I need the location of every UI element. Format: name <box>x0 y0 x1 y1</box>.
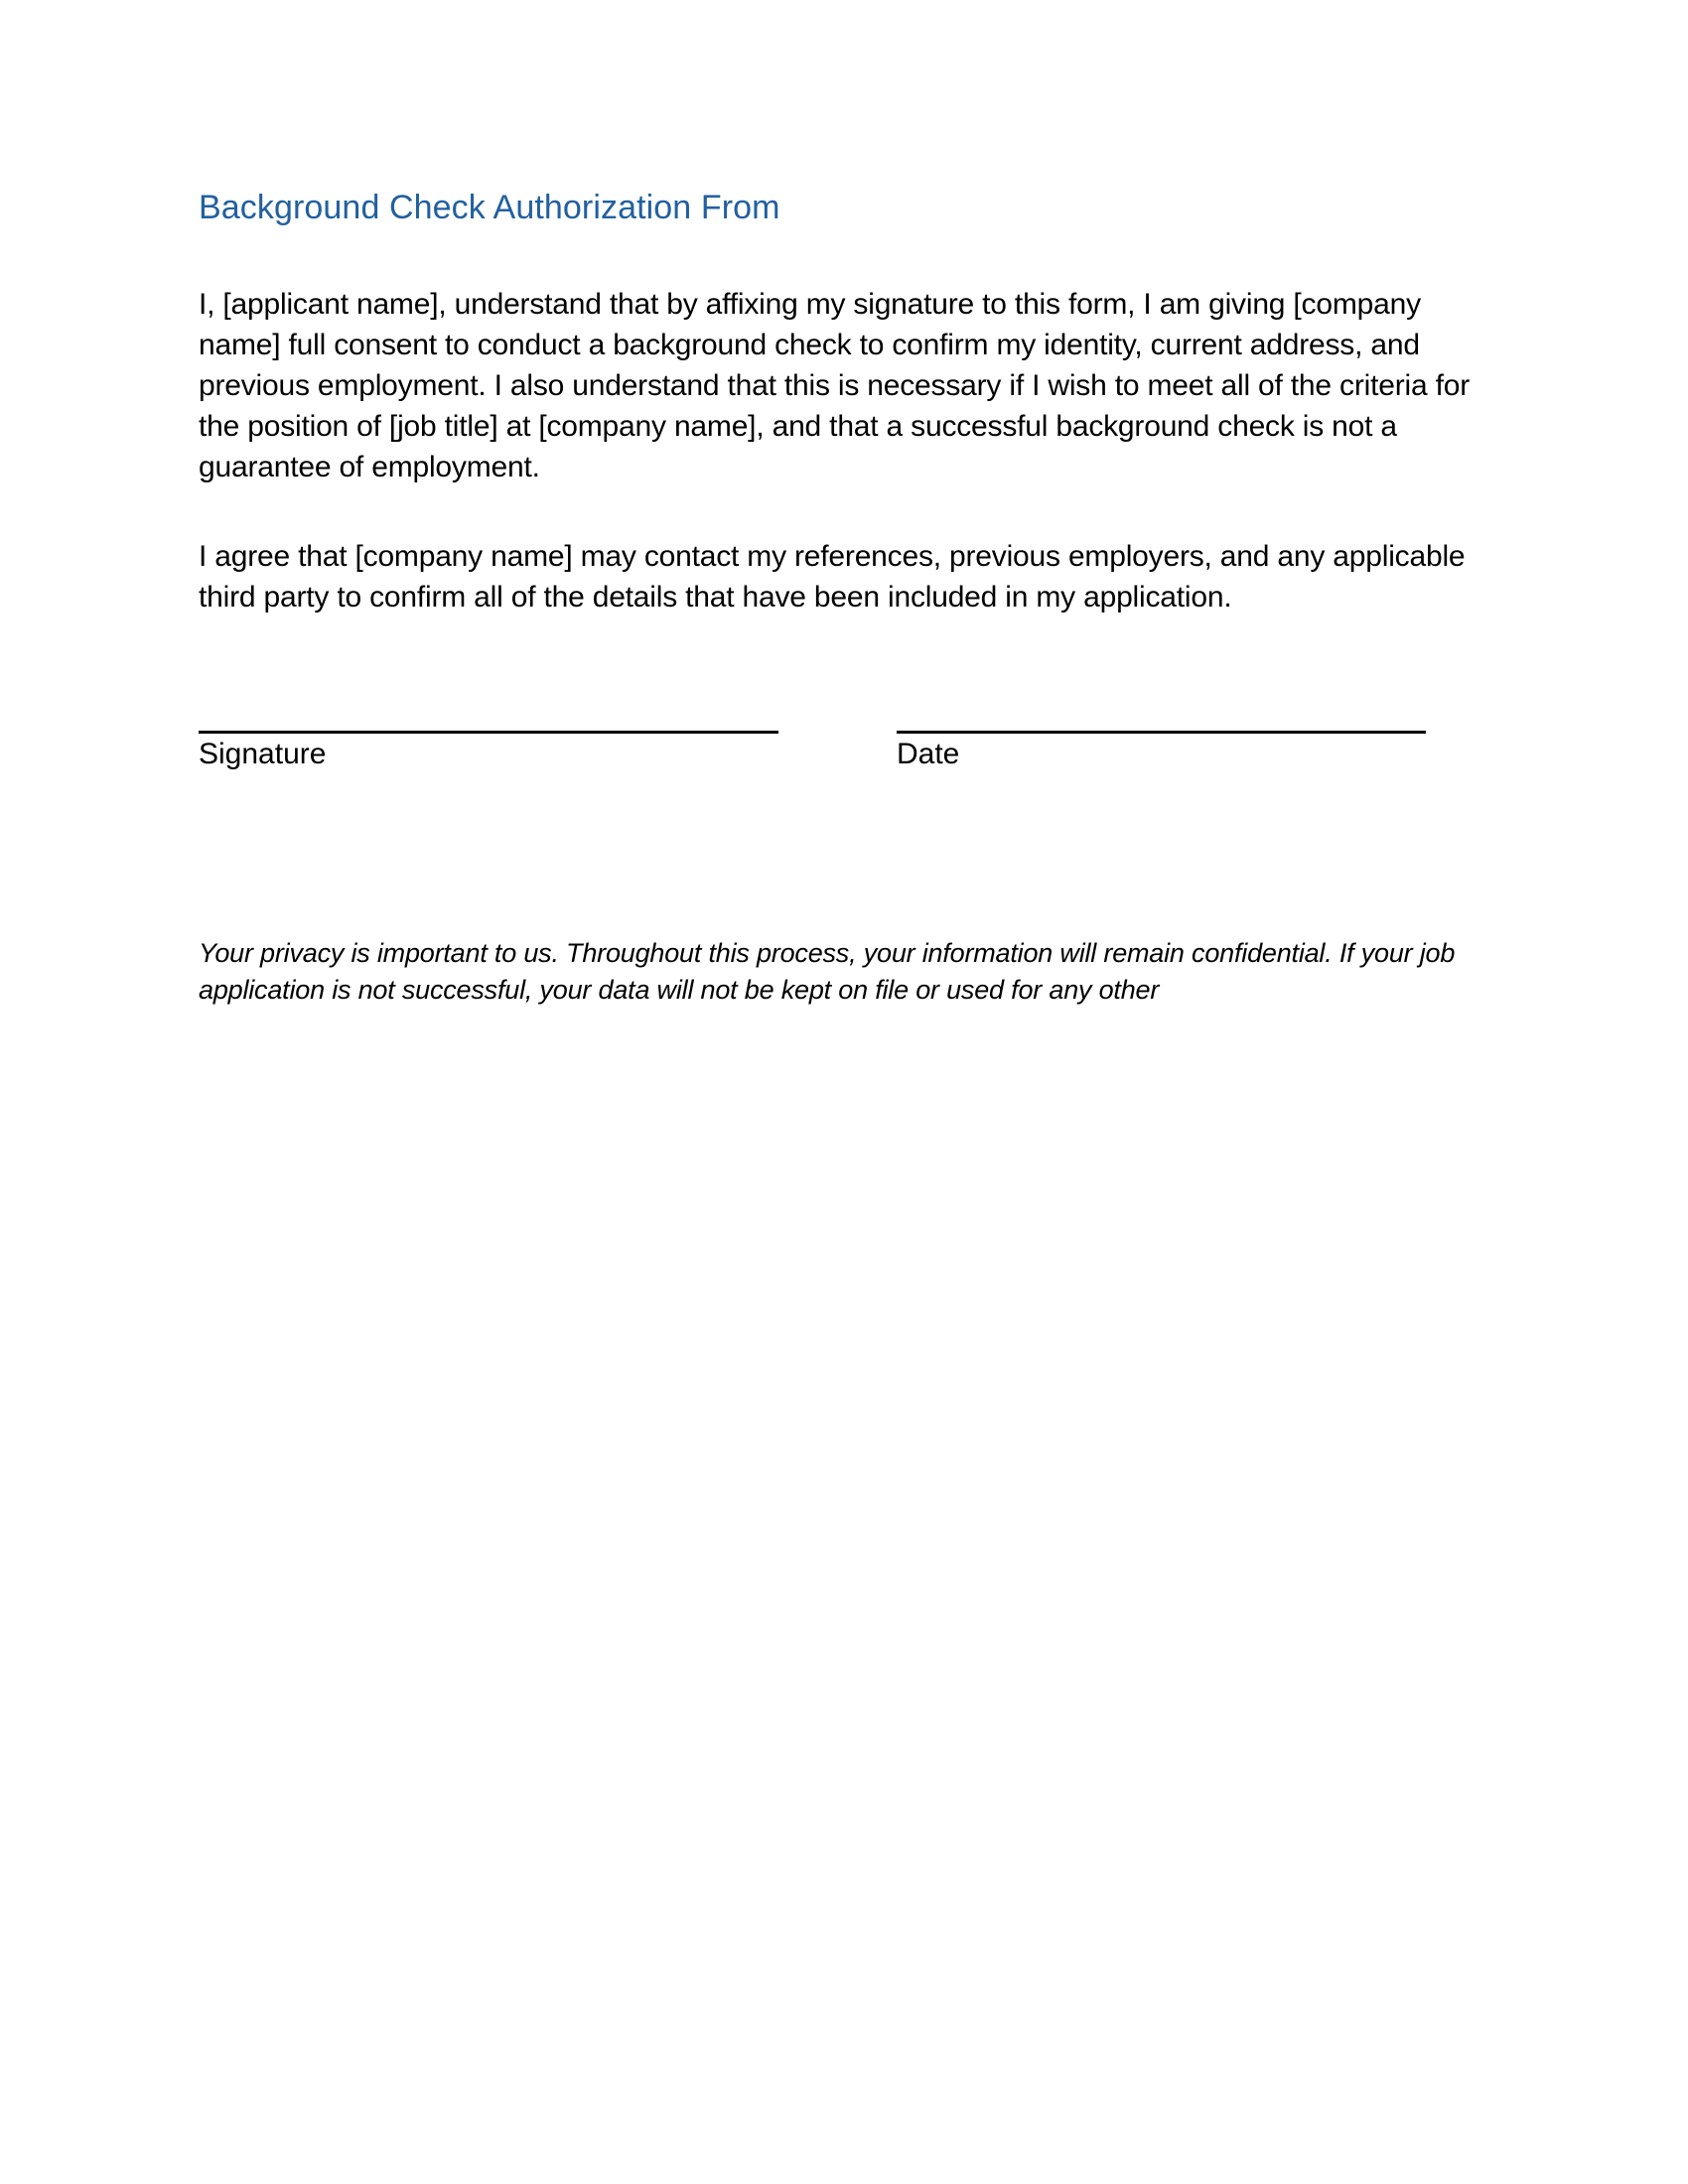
signature-field <box>199 731 778 774</box>
signature-label: Signature <box>199 738 327 770</box>
privacy-note: Your privacy is important to us. Throughout this process, your information will remain confidential. If your job application is not successful, your data will not be kept on file or used for any other <box>199 938 1456 1005</box>
references-paragraph: I agree that [company name] may contact my references, previous employers, and any applicable third party to confirm all of the details that have been included in my application. <box>199 540 1466 614</box>
date-field <box>897 731 1426 774</box>
document-title: Background Check Authorization From <box>199 189 780 226</box>
date-line <box>897 731 1426 734</box>
consent-paragraph: I, [applicant name], understand that by affixing my signature to this form, I am giving [company name] full consent to conduct a background check to confirm my identity, current address, and previous employment. I also understand that this is necessary if I wish to meet all of the criteria for the position of [job title] at [company name], and that a successful background check is not a guarantee of employment. <box>199 288 1470 483</box>
date-label: Date <box>897 738 960 770</box>
signature-line <box>199 731 778 734</box>
